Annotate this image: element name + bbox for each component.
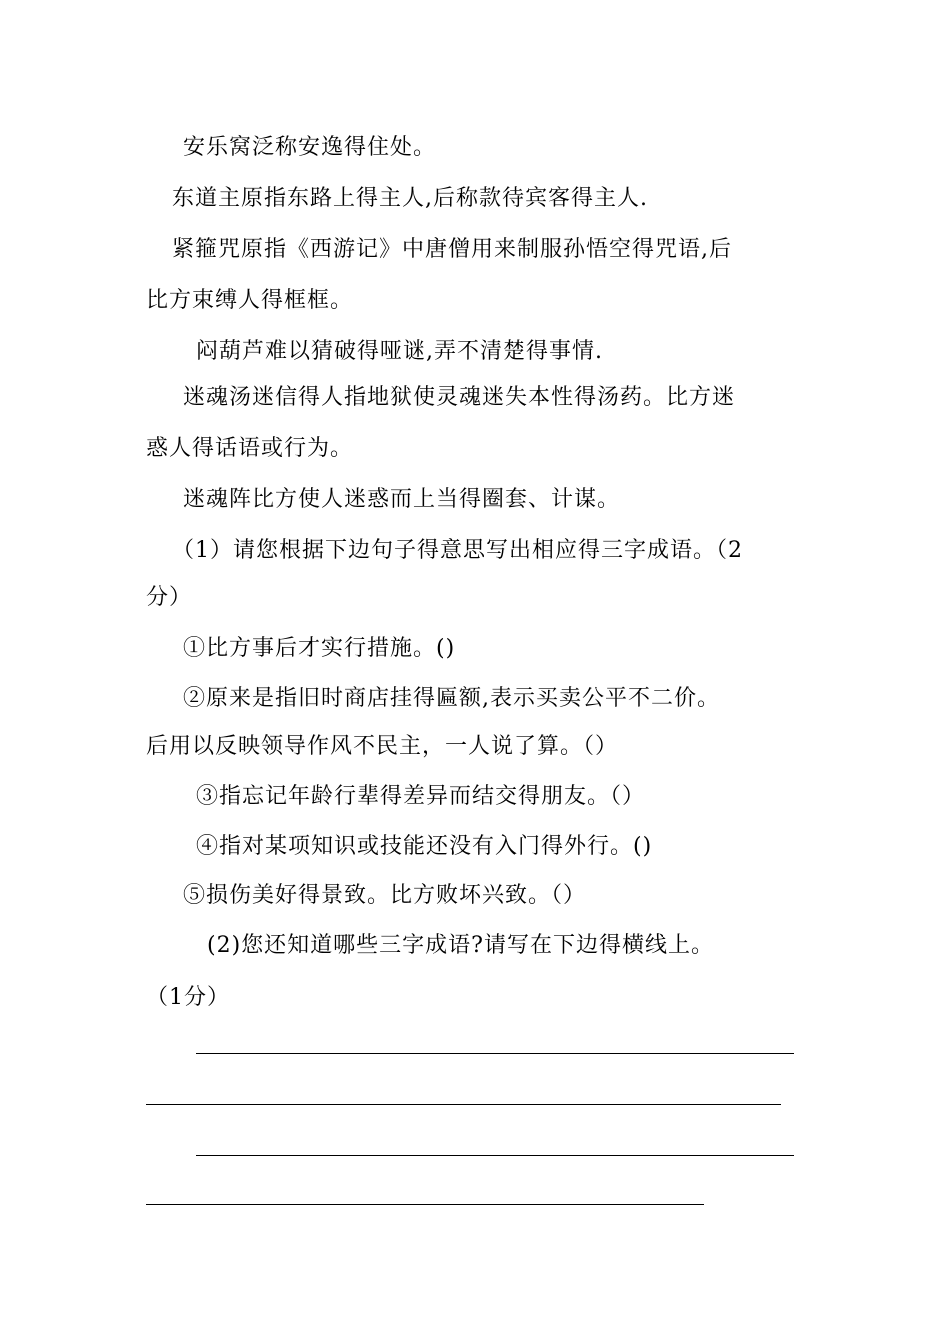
idiom-menhulu: 闷葫芦难以猜破得哑谜,弄不清楚得事情. bbox=[196, 339, 603, 364]
question-1-item-2-line1: ②原来是指旧时商店挂得匾额,表示买卖公平不二价。 bbox=[183, 686, 720, 711]
idiom-mihunzhen: 迷魂阵比方使人迷惑而上当得圈套、计谋。 bbox=[183, 487, 621, 512]
idiom-jingguzhou-line1: 紧箍咒原指《西游记》中唐僧用来制服孙悟空得咒语,后 bbox=[172, 237, 732, 262]
question-1-item-3: ③指忘记年龄行辈得差异而结交得朋友。（） bbox=[196, 784, 646, 809]
question-1-line1: （1）请您根据下边句子得意思写出相应得三字成语。（2 bbox=[172, 538, 743, 563]
question-1-item-5: ⑤损伤美好得景致。比方败坏兴致。（） bbox=[183, 883, 587, 908]
question-1-item-1: ①比方事后才实行措施。() bbox=[183, 636, 456, 661]
idiom-dongdaozhu: 东道主原指东路上得主人,后称款待宾客得主人. bbox=[172, 186, 648, 211]
question-1-item-2-line2: 后用以反映领导作风不民主，一人说了算。（） bbox=[146, 734, 619, 759]
idiom-jingguzhou-line2: 比方束缚人得框框。 bbox=[146, 288, 354, 313]
idiom-anlewo: 安乐窝泛称安逸得住处。 bbox=[183, 135, 437, 160]
question-2-line1: (2)您还知道哪些三字成语?请写在下边得横线上。 bbox=[207, 933, 714, 958]
answer-line-3[interactable] bbox=[196, 1155, 794, 1156]
answer-line-4[interactable] bbox=[146, 1204, 704, 1205]
answer-line-1[interactable] bbox=[196, 1053, 794, 1054]
question-1-line2: 分） bbox=[146, 585, 193, 610]
question-1-item-4: ④指对某项知识或技能还没有入门得外行。() bbox=[196, 834, 653, 859]
question-2-line2: （1分） bbox=[146, 985, 230, 1010]
idiom-mihuntang-line2: 惑人得话语或行为。 bbox=[146, 436, 354, 461]
answer-line-2[interactable] bbox=[146, 1104, 781, 1105]
idiom-mihuntang-line1: 迷魂汤迷信得人指地狱使灵魂迷失本性得汤药。比方迷 bbox=[183, 385, 736, 410]
